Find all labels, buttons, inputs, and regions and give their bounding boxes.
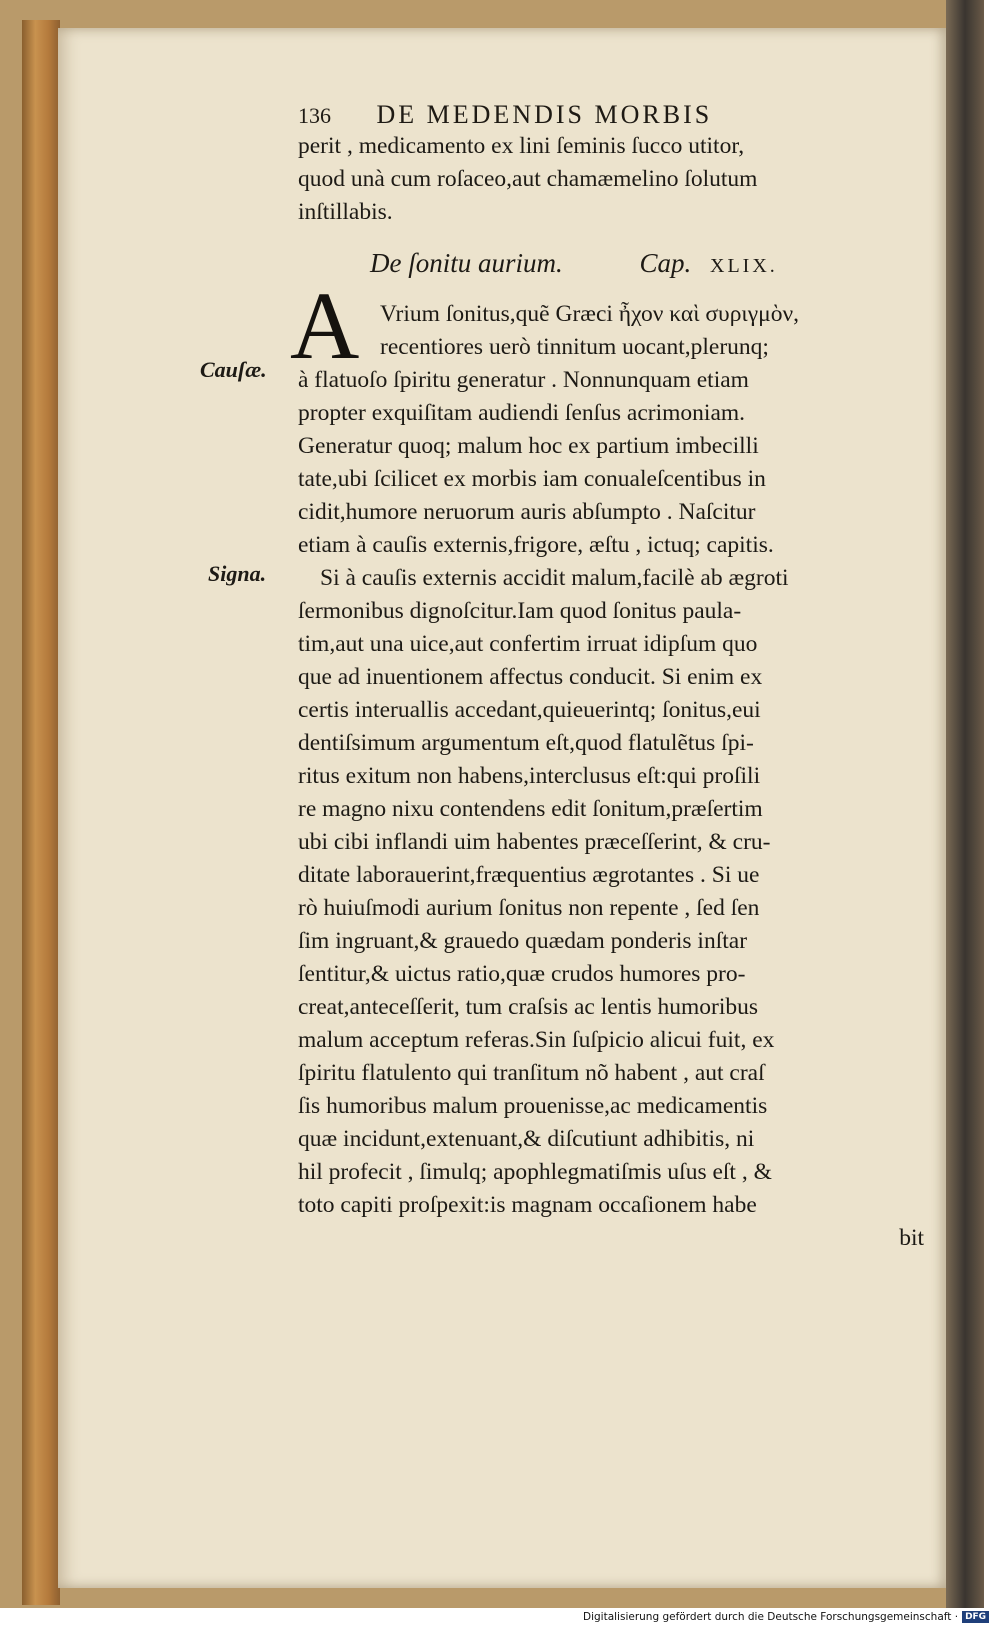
- text-line: Vrium ſonitus,quẽ Græci ἦχον καὶ συριγμὸν,: [380, 301, 799, 327]
- text-line: que ad inuentionem affectus conducit. Si enim ex: [298, 664, 763, 690]
- text-line: etiam à cauſis externis,frigore, æſtu , ictuq; capitis.: [298, 532, 774, 558]
- text-line: ubi cibi inflandi uim habentes præceſſerint, & cru-: [298, 829, 771, 855]
- text-line: Generatur quoq; malum hoc ex partium imbecilli: [298, 433, 759, 459]
- dfg-logo: DFG: [962, 1611, 989, 1623]
- running-title: DE MEDENDIS MORBIS: [376, 100, 713, 129]
- chapter-body: [298, 298, 934, 1255]
- chapter-number: XLIX.: [710, 255, 778, 277]
- text-line: tim,aut una uice,aut confertim irruat idipſum quo: [298, 631, 758, 657]
- chapter-title: De ſonitu aurium.: [370, 248, 563, 278]
- chapter-heading: [370, 248, 890, 279]
- book-edge-right: [946, 0, 984, 1608]
- intro-text: [298, 130, 934, 229]
- marginal-note-causae: Cauſæ.: [200, 357, 267, 382]
- text-line: ſentitur,& uictus ratio,quæ crudos humores pro-: [298, 961, 746, 987]
- chapter-label: Cap.: [639, 248, 692, 278]
- text-line: propter exquiſitam audiendi ſenſus acrimoniam.: [298, 400, 746, 426]
- catchword: bit: [899, 1225, 924, 1251]
- text-line: à flatuoſo ſpiritu generatur . Nonnunquam etiam: [298, 367, 749, 393]
- marginal-note-signa: Signa.: [208, 561, 267, 586]
- text-line: certis interuallis accedant,quieuerintq; ſonitus,eui: [298, 697, 761, 723]
- text-line: inſtillabis.: [298, 199, 393, 225]
- text-line: toto capiti proſpexit:is magnam occaſionem habe: [298, 1192, 757, 1218]
- text-line: ſim ingruant,& grauedo quædam ponderis inſtar: [298, 928, 748, 954]
- text-line: rò huiuſmodi aurium ſonitus non repente , ſed ſen: [298, 895, 760, 921]
- text-line: quod unà cum roſaceo,aut chamæmelino ſolutum: [298, 166, 758, 192]
- text-line: creat,anteceſſerit, tum craſsis ac lentis humoribus: [298, 994, 759, 1020]
- text-line: tate,ubi ſcilicet ex morbis iam conualeſcentibus in: [298, 466, 766, 492]
- drop-cap: A: [290, 272, 360, 379]
- text-line: ritus exitum non habens,interclusus eſt:qui proſili: [298, 763, 761, 789]
- text-line: ſermonibus dignoſcitur.Iam quod ſonitus paula-: [298, 598, 742, 624]
- text-line: perit , medicamento ex lini ſeminis ſucco utitor,: [298, 133, 745, 159]
- text-line: quæ incidunt,extenuant,& diſcutiunt adhibitis, ni: [298, 1126, 755, 1152]
- text-line: dentiſsimum argumentum eſt,quod flatulẽtus ſpi-: [298, 730, 754, 756]
- text-line: cidit,humore neruorum auris abſumpto . Naſcitur: [298, 499, 756, 525]
- text-line: re magno nixu contendens edit ſonitum,præſertim: [298, 796, 763, 822]
- text-line: malum acceptum referas.Sin ſuſpicio alicui fuit, ex: [298, 1027, 775, 1053]
- text-line: hil profecit , ſimulq; apophlegmatiſmis uſus eſt , &: [298, 1159, 772, 1185]
- running-head: [298, 100, 898, 130]
- digitization-credit: [583, 1609, 999, 1625]
- page-number: 136: [298, 103, 331, 128]
- text-line: Si à cauſis externis accidit malum,facilè ab ægroti: [320, 565, 789, 591]
- text-line: ſis humoribus malum prouenisse,ac medicamentis: [298, 1093, 768, 1119]
- text-line: ditate laborauerint,fræquentius ægrotantes . Si ue: [298, 862, 760, 888]
- credit-text: Digitalisierung gefördert durch die Deutsche Forschungsgemeinschaft ·: [583, 1611, 959, 1623]
- text-line: ſpiritu flatulento qui tranſitum nõ habent , aut craſ: [298, 1060, 765, 1086]
- text-line: recentiores uerò tinnitum uocant,plerunq;: [380, 334, 769, 360]
- book-edge-left: [22, 20, 60, 1605]
